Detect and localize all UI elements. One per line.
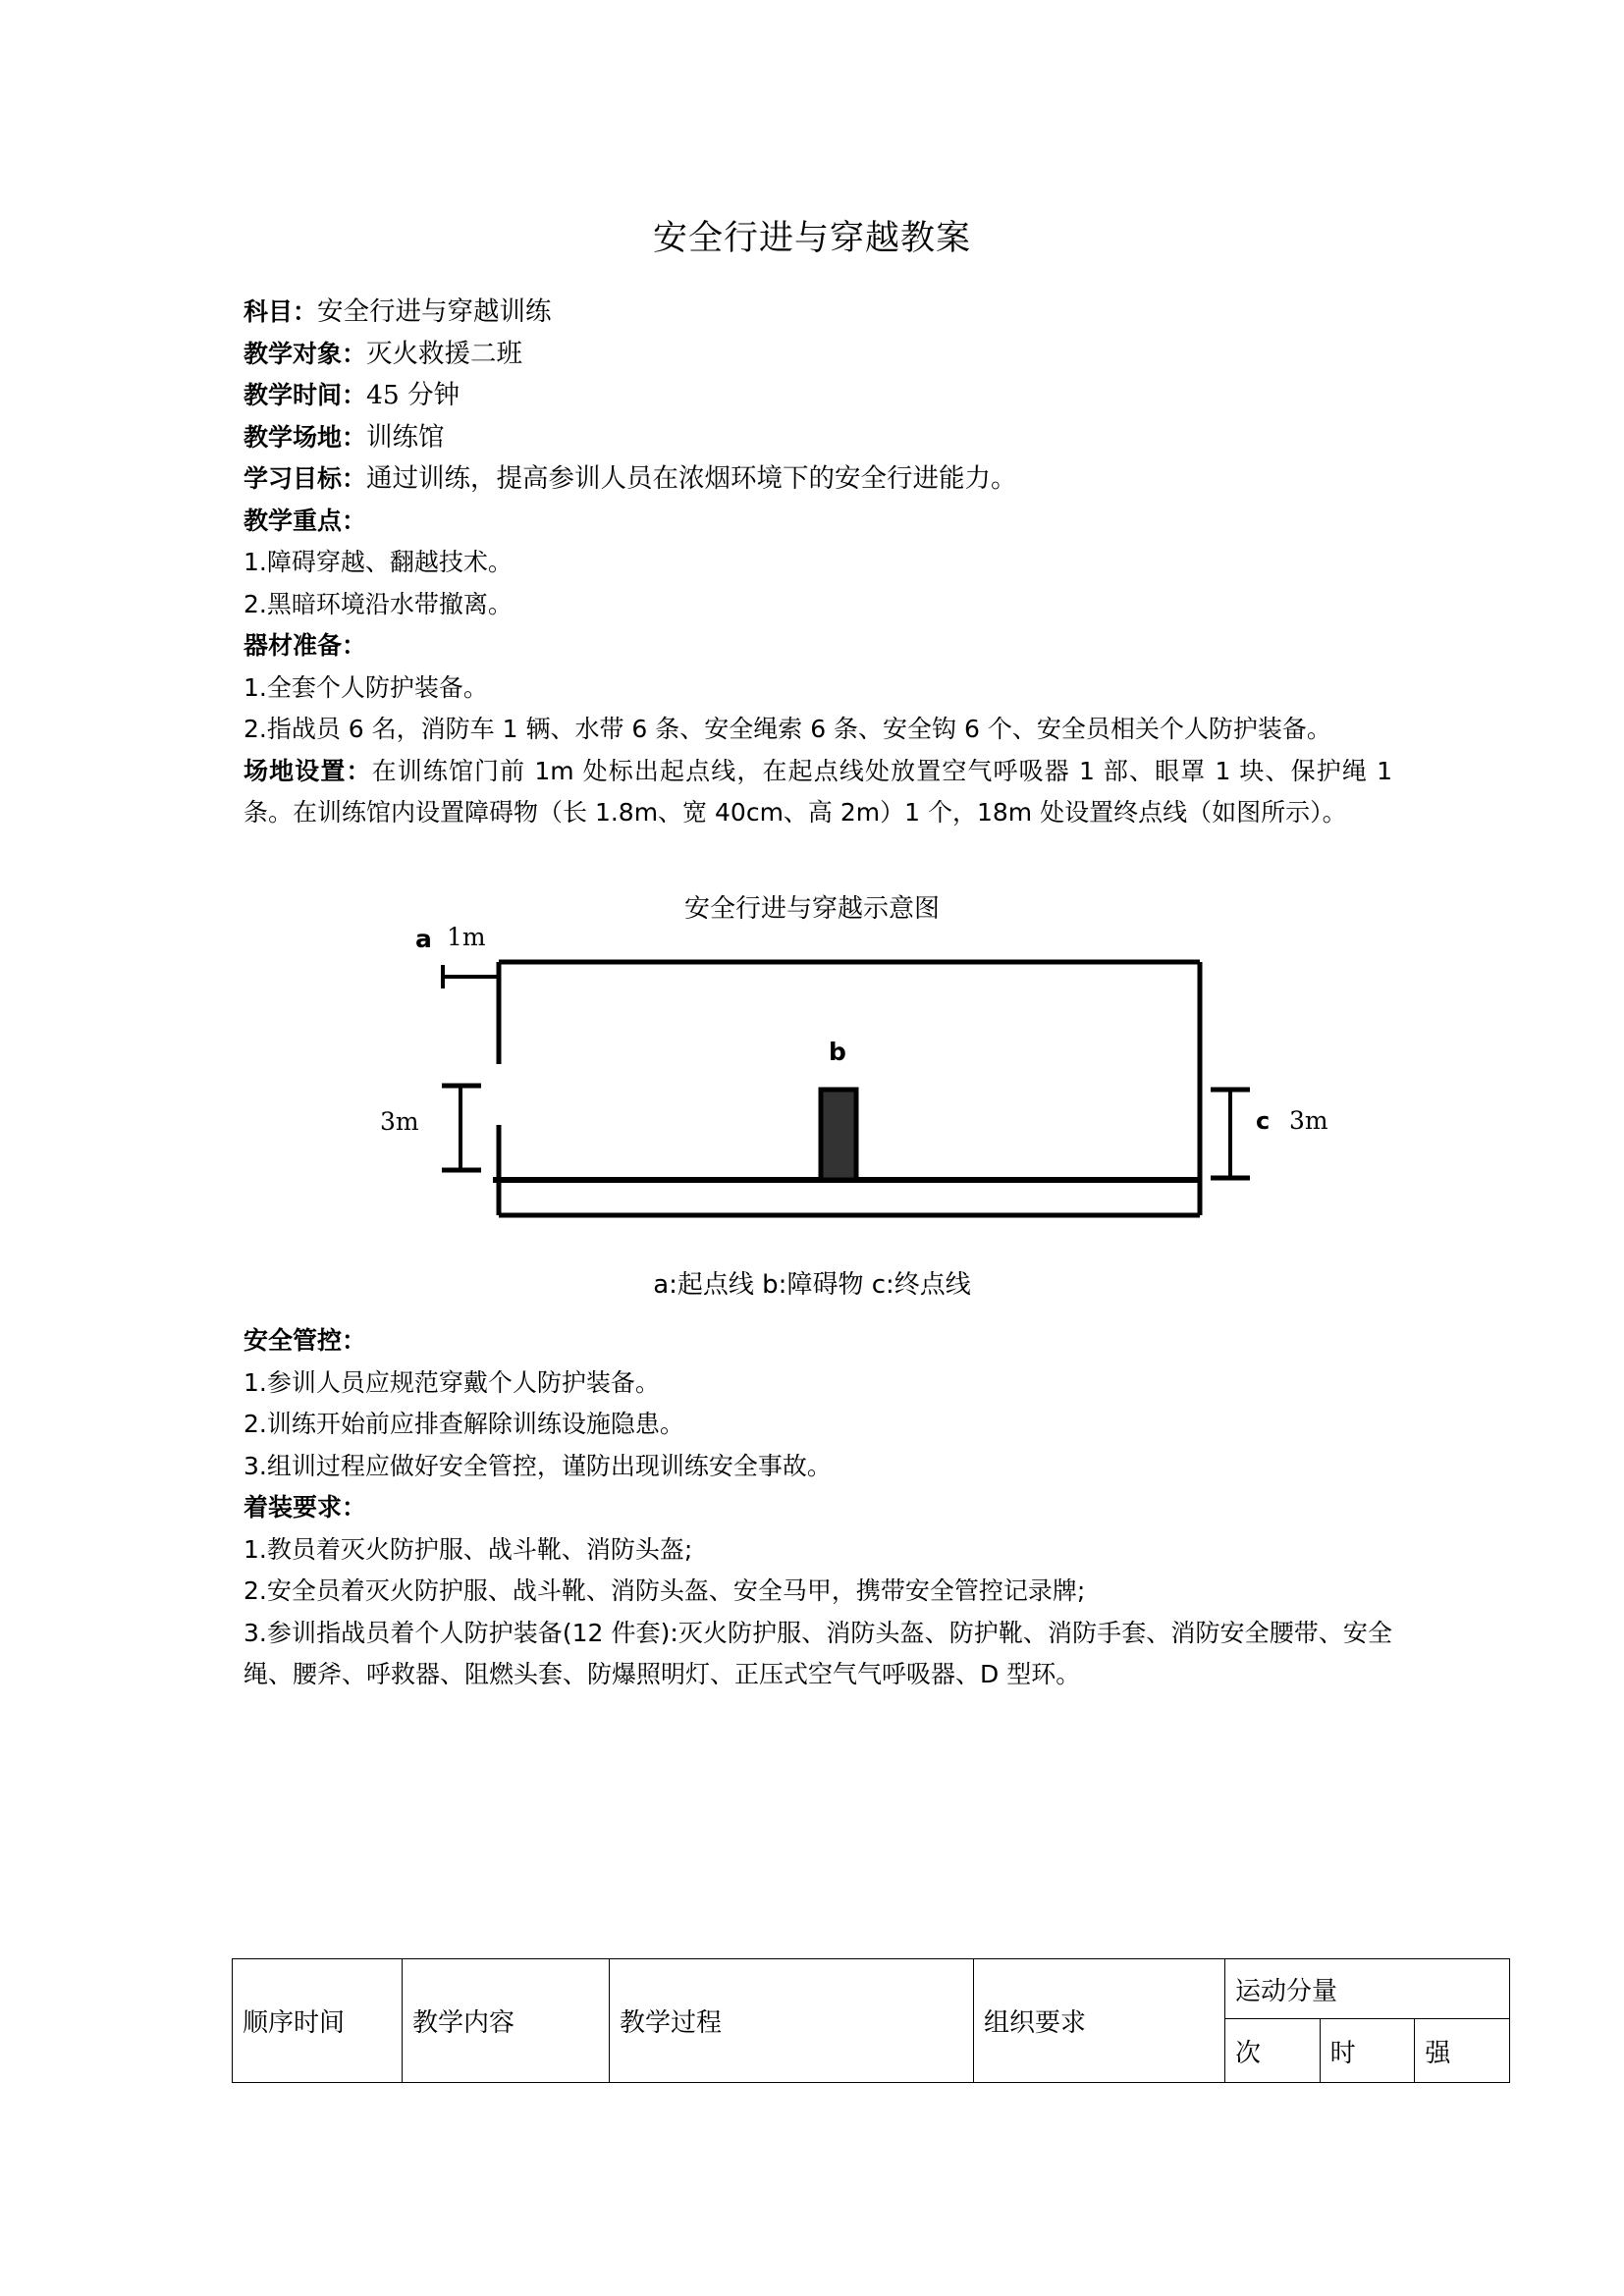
heading-key-points-text: 教学重点： — [244, 506, 367, 535]
dress-item-text: 1.教员着灭火防护服、战斗靴、消防头盔; — [244, 1534, 693, 1564]
table-subheader-reps: 次 — [1225, 2019, 1321, 2083]
meta-value-venue: 训练馆 — [366, 421, 445, 453]
diagram-dimension-1m: 1m — [447, 923, 486, 951]
key-point-item — [244, 542, 1392, 584]
dress-item — [244, 1571, 1392, 1613]
safety-item — [244, 1404, 1392, 1446]
obstacle-block — [821, 1090, 856, 1180]
heading-safety-text: 安全管控： — [244, 1326, 367, 1355]
meta-line-objective — [244, 458, 1392, 501]
table-subheader-intensity: 强 — [1415, 2019, 1510, 2083]
heading-key-points — [244, 501, 1392, 543]
heading-dress-text: 着装要求： — [244, 1493, 367, 1522]
meta-value-audience: 灭火救援二班 — [366, 338, 523, 369]
safety-item-text: 1.参训人员应规范穿戴个人防护装备。 — [244, 1367, 660, 1397]
dress-item — [244, 1529, 1392, 1572]
key-point-item — [244, 584, 1392, 626]
safety-item-text: 2.训练开始前应排查解除训练设施隐患。 — [244, 1410, 684, 1438]
equipment-item — [244, 709, 1392, 751]
site-setup-text: 在训练馆门前 1m 处标出起点线，在起点线处放置空气呼吸器 1 部、眼罩 1 块、保护绳 1 条。在训练馆内设置障碍物（长 1.8m、宽 40cm、高 2m）1 个，18m 处设置终点线（如图所示）。 — [244, 756, 1392, 827]
dress-item-text: 2.安全员着灭火防护服、战斗靴、消防头盔、安全马甲，携带安全管控记录牌; — [244, 1576, 1086, 1605]
table-header-exercise-load: 运动分量 — [1225, 1959, 1510, 2019]
table-header-teaching-process: 教学过程 — [610, 1959, 974, 2083]
meta-line-subject — [244, 292, 1392, 334]
safety-item — [244, 1362, 1392, 1405]
meta-label-subject: 科目： — [244, 297, 318, 326]
document-body-lower — [244, 1320, 1392, 1696]
diagram-label-b: b — [829, 1038, 846, 1066]
table-header-teaching-content: 教学内容 — [403, 1959, 610, 2083]
meta-label-audience: 教学对象： — [244, 339, 367, 368]
heading-equipment-text: 器材准备： — [244, 631, 367, 660]
meta-value-duration: 45 分钟 — [366, 380, 460, 410]
dress-item-text: 3.参训指战员着个人防护装备(12 件套):灭火防护服、消防头盔、防护靴、消防手套、消防安全腰带、安全绳、腰斧、呼救器、阻燃头套、防爆照明灯、正压式空气气呼吸器、D 型环。 — [244, 1618, 1392, 1688]
site-setup-paragraph — [244, 751, 1392, 834]
meta-value-subject: 安全行进与穿越训练 — [317, 296, 552, 327]
equipment-item-text: 1.全套个人防护装备。 — [244, 672, 488, 702]
table-subheader-duration: 时 — [1320, 2019, 1415, 2083]
heading-safety — [244, 1320, 1392, 1362]
heading-site-setup-text: 场地设置： — [244, 756, 372, 785]
safety-item — [244, 1446, 1392, 1488]
diagram-dimension-right-3m: 3m — [1289, 1106, 1328, 1135]
lesson-plan-table-wrapper — [232, 1958, 1451, 2083]
table-header-organization: 组织要求 — [974, 1959, 1225, 2083]
heading-dress — [244, 1487, 1392, 1529]
diagram-dimension-left-3m: 3m — [380, 1107, 419, 1136]
meta-value-objective: 通过训练，提高参训人员在浓烟环境下的安全行进能力。 — [366, 463, 1017, 494]
diagram-label-c: c — [1256, 1107, 1271, 1135]
meta-line-duration — [244, 375, 1392, 417]
key-point-item-text: 1.障碍穿越、翻越技术。 — [244, 548, 513, 576]
safety-item-text: 3.组训过程应做好安全管控，谨防出现训练安全事故。 — [244, 1451, 832, 1480]
document-body — [244, 292, 1392, 834]
equipment-item — [244, 667, 1392, 710]
meta-label-duration: 教学时间： — [244, 381, 367, 409]
equipment-item-text: 2.指战员 6 名，消防车 1 辆、水带 6 条、安全绳索 6 条、安全钩 6 个、安全员相关个人防护装备。 — [244, 715, 1331, 743]
meta-label-venue: 教学场地： — [244, 422, 367, 452]
dress-item — [244, 1613, 1392, 1696]
figure-caption: 安全行进与穿越示意图 — [683, 894, 940, 924]
lesson-plan-table — [232, 1958, 1510, 2083]
figure-legend: a:起点线 b:障碍物 c:终点线 — [653, 1270, 971, 1300]
safety-route-diagram — [380, 923, 1328, 1256]
table-header-sequence-time: 顺序时间 — [233, 1959, 403, 2083]
diagram-label-a: a — [415, 925, 432, 953]
meta-line-audience — [244, 334, 1392, 376]
heading-equipment — [244, 625, 1392, 667]
key-point-item-text: 2.黑暗环境沿水带撤离。 — [244, 589, 513, 618]
meta-line-venue — [244, 417, 1392, 459]
meta-label-objective: 学习目标： — [244, 464, 367, 493]
page-title: 安全行进与穿越教案 — [652, 219, 971, 258]
table-row — [233, 1959, 1510, 2019]
